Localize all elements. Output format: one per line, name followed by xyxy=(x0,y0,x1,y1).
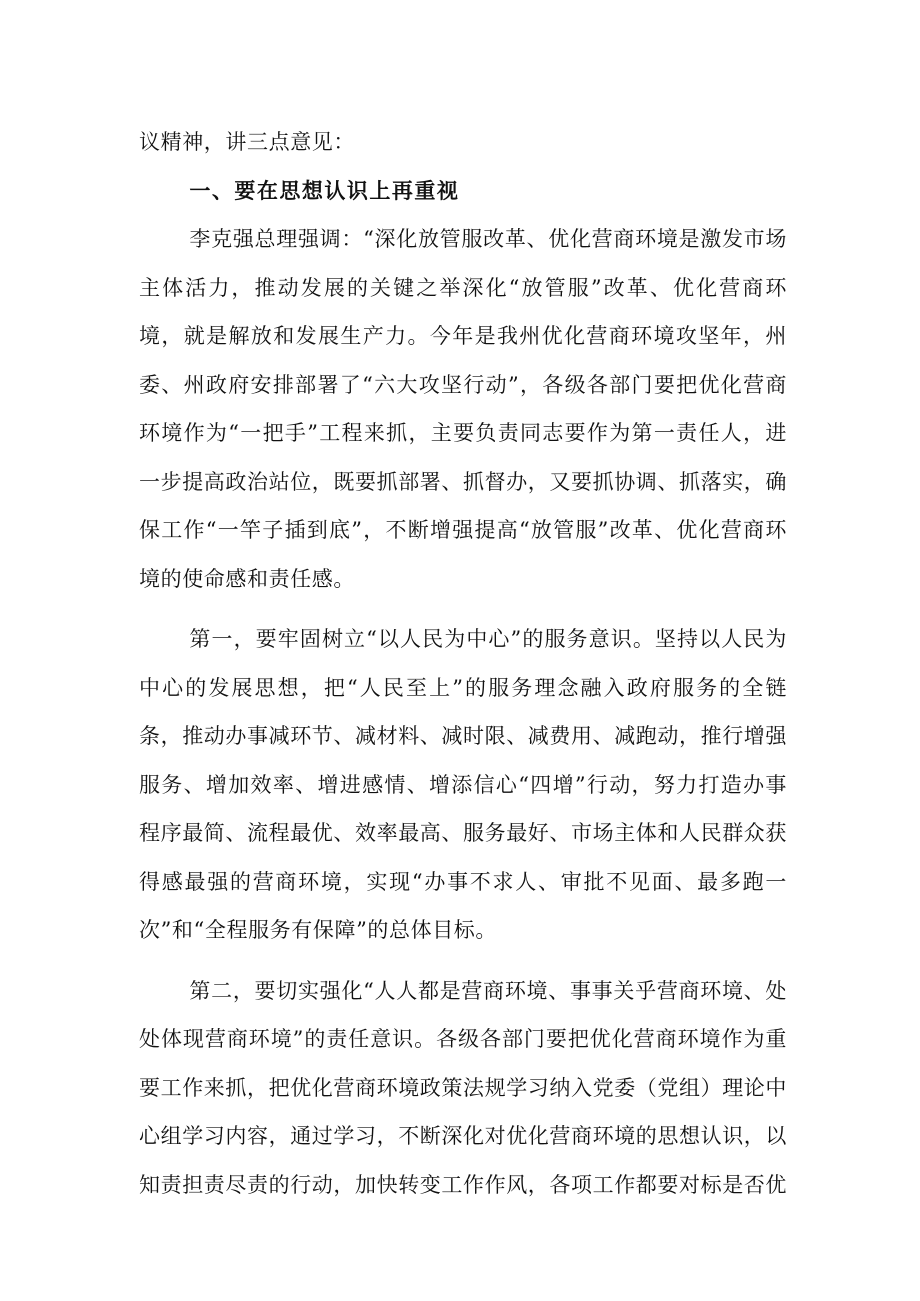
intro-paragraph: 议精神，讲三点意见： xyxy=(139,130,355,154)
body-paragraph-3: 第二，要切实强化“人人都是营商环境、事事关乎营商环境、处处体现营商环境”的责任意识。各级各部门要把优化营商环境作为重要工作来抓，把优化营商环境政策法规学习纳入党委（党组）理论中心组学习内容，通过学习，不断深化对优化营商环境的思想认识，以知责担责尽责的行动，加快转变工作作风，各项工作都要对标是否优 xyxy=(139,978,787,1197)
body-paragraph-2: 第一，要牢固树立“以人民为中心”的服务意识。坚持以人民为中心的发展思想，把“人民至上”的服务理念融入政府服务的全链条，推动办事减环节、减材料、减时限、减费用、减跑动，推行增强服务、增加效率、增进感情、增添信心“四增”行动，努力打造办事程序最简、流程最优、效率最高、服务最好、市场主体和人民群众获得感最强的营商环境，实现“办事不求人、审批不见面、最多跑一次”和“全程服务有保障”的总体目标。 xyxy=(139,627,787,942)
body-paragraph-1: 李克强总理强调：“深化放管服改革、优化营商环境是激发市场主体活力，推动发展的关键之举深化“放管服”改革、优化营商环境，就是解放和发展生产力。今年是我州优化营商环境攻坚年，州委、州政府安排部署了“六大攻坚行动”，各级各部门要把优化营商环境作为“一把手”工程来抓，主要负责同志要作为第一责任人，进一步提高政治站位，既要抓部署、抓督办，又要抓协调、抓落实，确保工作“一竿子插到底”，不断增强提高“放管服”改革、优化营商环境的使命感和责任感。 xyxy=(139,227,787,591)
section-heading: 一、要在思想认识上再重视 xyxy=(189,177,460,203)
document-body xyxy=(139,118,787,1209)
